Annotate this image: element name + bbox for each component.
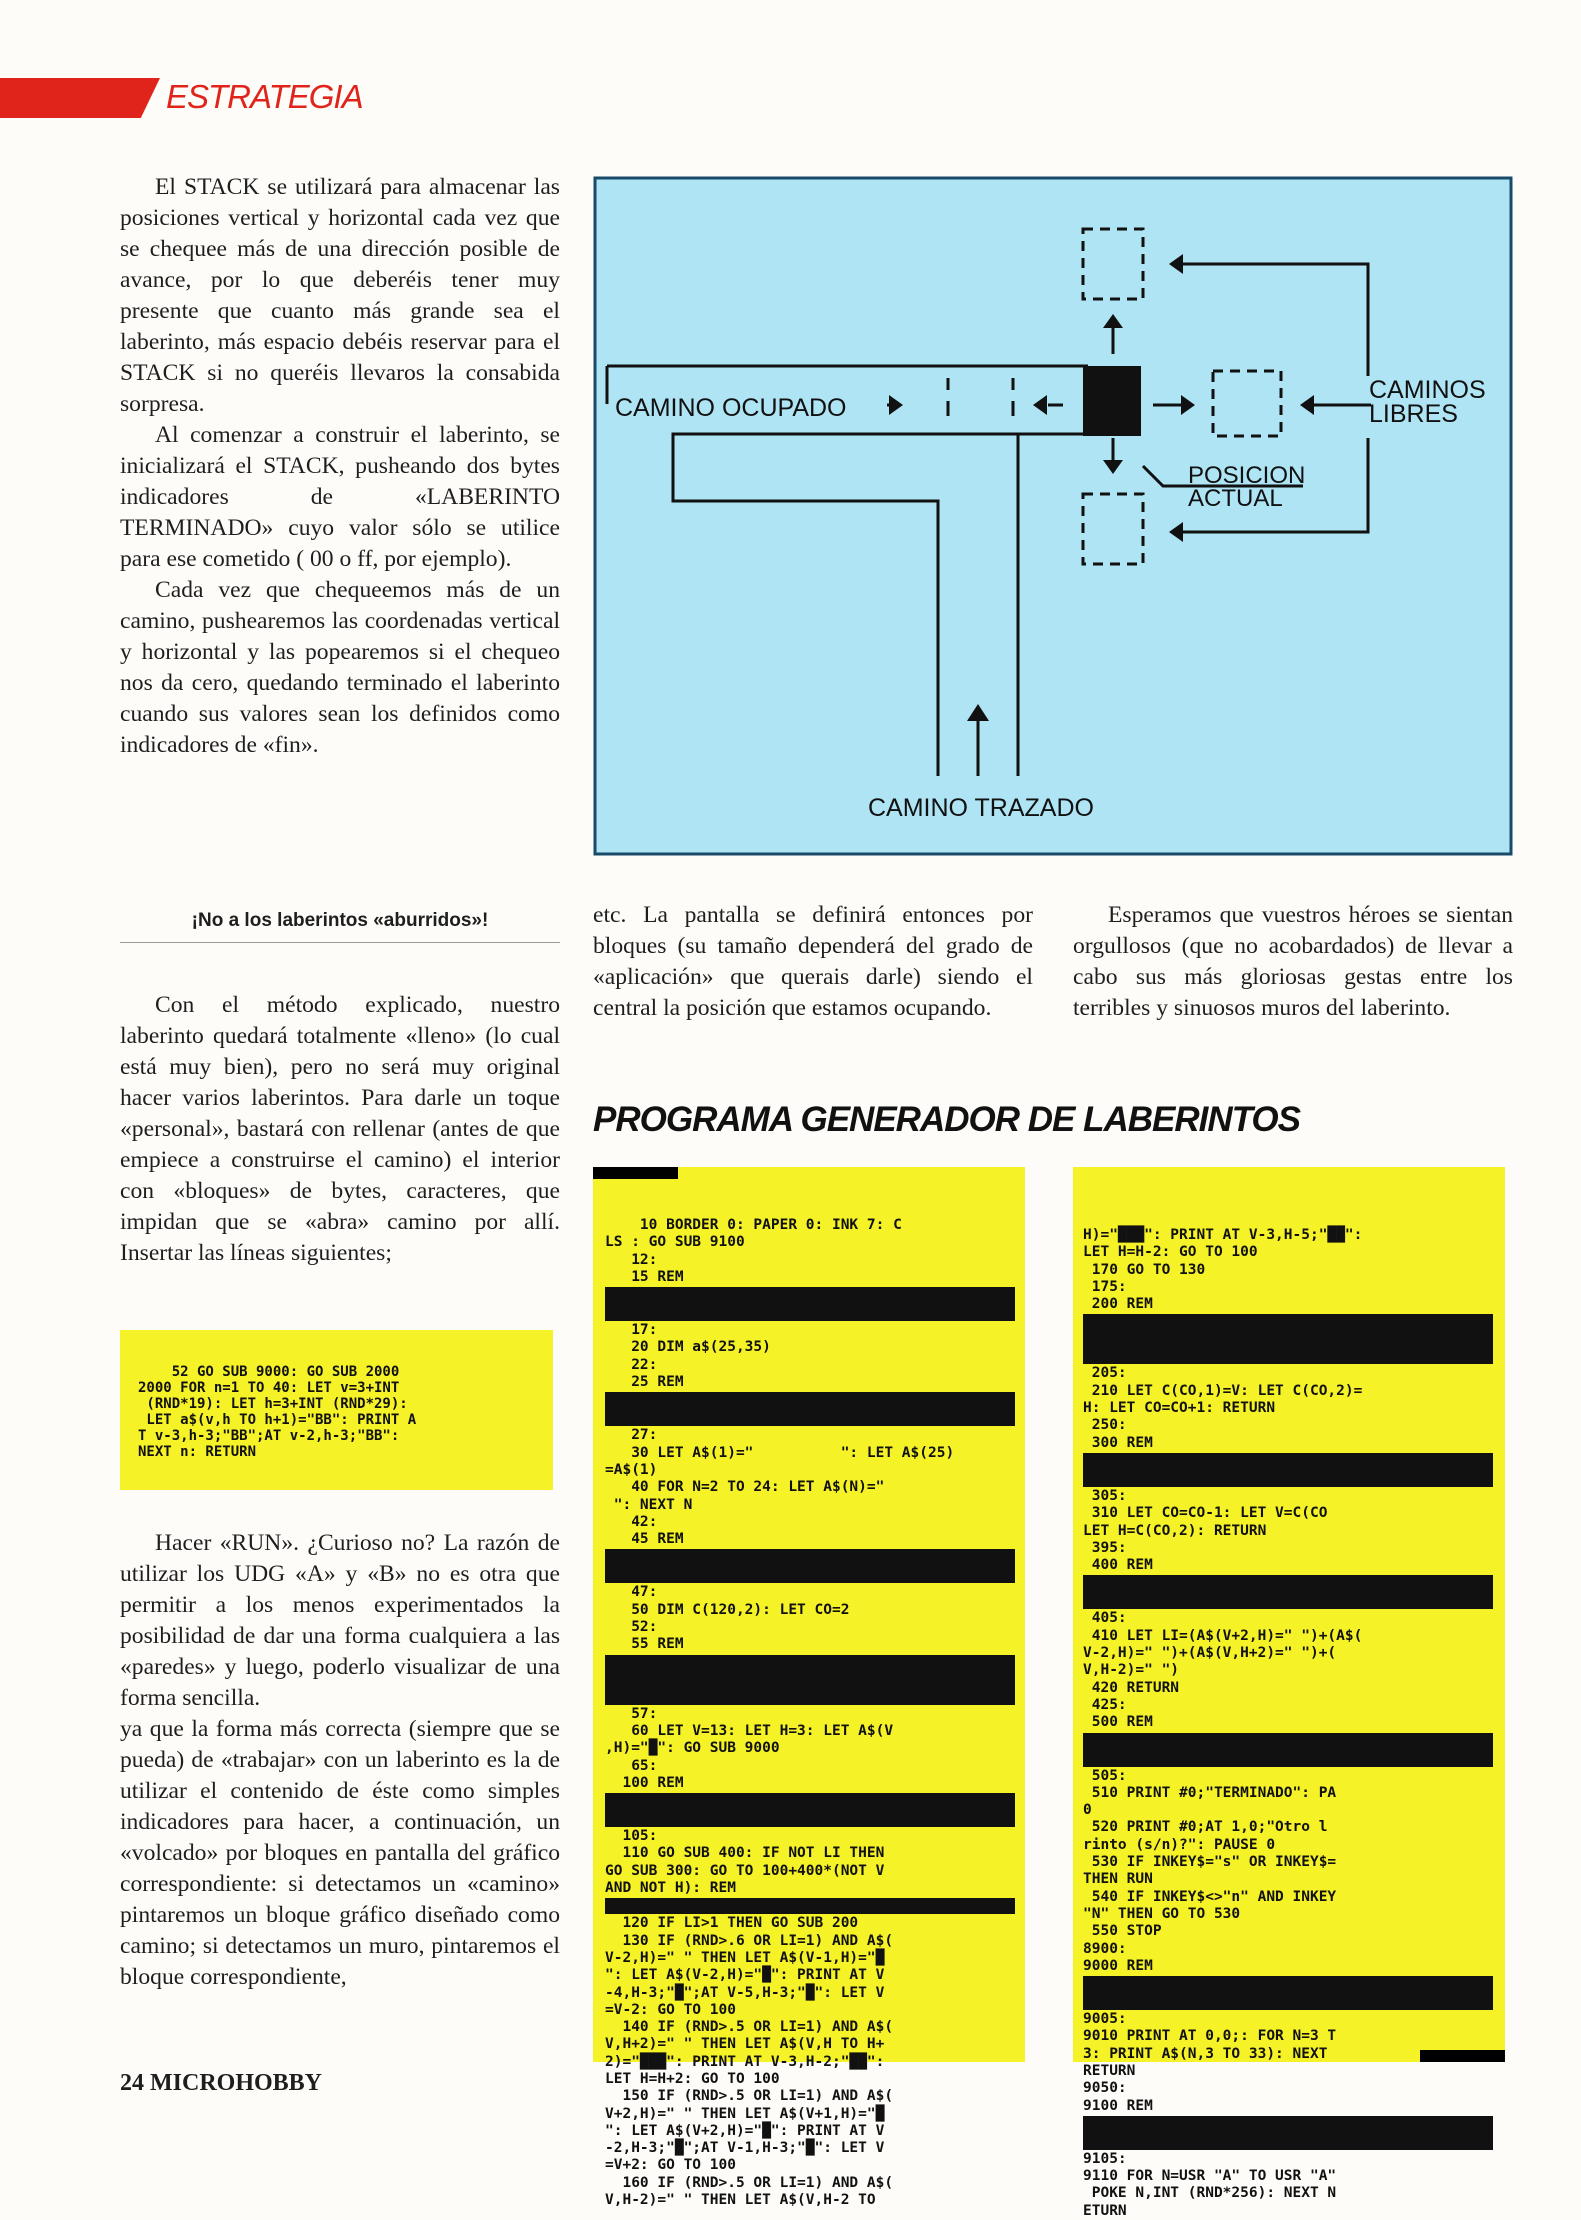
rem-comment-bar (605, 1898, 1015, 1914)
rem-comment-bar (1083, 1733, 1493, 1767)
code-block: 405: 410 LET LI=(A$(V+2,H)=" ")+(A$( V-2,H)=" ")+(A$(V,H+2)=" ")+( V,H-2)=" ") 420 RETURN 425: 500 REM (1083, 1610, 1363, 1731)
magazine-name: MICROHOBBY (150, 2070, 323, 2096)
rem-comment-bar (605, 1392, 1015, 1426)
label-caminos-libres-1: CAMINOS (1369, 376, 1486, 404)
code-block: 10 BORDER 0: PAPER 0: INK 7: C LS : GO SUB 9100 12: 15 REM (605, 1217, 902, 1285)
paragraph: ya que la forma más correcta (siempre que se pueda) de «trabajar» con un laberinto es la de utilizar el contenido de éste como simples indicadores para hacer, a continuación, un «volcado» por bloques en pantalla del gráfico correspondiente: si detectamos un «camino» pintaremos un bloque gráfico diseñado como camino; si detectamos un muro, pintaremos el bloque correspondiente, (120, 1716, 560, 1990)
rem-comment-bar (1083, 1976, 1493, 2010)
paragraph: Cada vez que chequeemos más de un camino, pushearemos las coordenadas vertical y horizontal y las popearemos si el chequeo nos da cero, quedando terminado el laberinto cuando sus valores sean los definidos como indicadores de «fin». (120, 577, 560, 758)
diagram-background (595, 178, 1511, 854)
code-block: 505: 510 PRINT #0;"TERMINADO": PA 0 520 PRINT #0;AT 1,0;"Otro l rinto (s/n)?": PAUSE 0 530 IF INKEY$="s" OR INKEY$= THEN RUN 540 IF INKEY$<>"n" AND INKEY "N" THEN GO TO 530 550 STOP 8900: 9000 REM (1083, 1767, 1337, 1974)
rem-comment-bar (605, 1793, 1015, 1827)
paragraph: Hacer «RUN». ¿Curioso no? La razón de utilizar los UDG «A» y «B» no es otra que permitir a los menos experimentados la posibilidad de dar una forma cualquiera a las «paredes» y luego, poderlo visualizar de una forma sencilla. (120, 1530, 560, 1711)
col3-text (1073, 900, 1513, 1024)
maze-diagram (593, 176, 1513, 856)
listing-stub (593, 1167, 678, 1179)
code-snippet: 52 GO SUB 9000: GO SUB 2000 2000 FOR n=1 TO 40: LET v=3+INT (RND*19): LET h=3+INT (RND*29): LET a$(v,h TO h+1)="BB": PRINT A T v-3,h-3;"BB";AT v-2,h-3;"BB": NEXT n: RETURN (138, 1364, 417, 1460)
rem-comment-bar (605, 1655, 1015, 1705)
rem-comment-bar (605, 1549, 1015, 1583)
rem-comment-bar (1083, 1453, 1493, 1487)
maze-diagram-svg (593, 176, 1513, 856)
rem-comment-bar (1083, 2116, 1493, 2150)
program-title: PROGRAMA GENERADOR DE LABERINTOS (593, 1100, 1300, 1139)
col1-bottom-text (120, 1528, 560, 1993)
listing-right (1073, 1167, 1505, 2219)
rem-comment-bar (1083, 1575, 1493, 1609)
col1-mid-text (120, 990, 560, 1269)
label-camino-trazado: CAMINO TRAZADO (868, 794, 1094, 822)
section-accent-bar (0, 78, 160, 118)
code-block: 57: 60 LET V=13: LET H=3: LET A$(V ,H)="█": GO SUB 9000 65: 100 REM (605, 1705, 894, 1791)
page-number: 24 (120, 2070, 144, 2096)
section-title: ESTRATEGIA (166, 78, 363, 115)
code-block: 120 IF LI>1 THEN GO SUB 200 130 IF (RND>.6 OR LI=1) AND A$( V-2,H)=" " THEN LET A$(V-1,H)="█ ": LET A$(V-2,H)="█": PRINT AT V -4,H-3;"█";AT V-5,H-3;"█": LET V =V-2: GO TO 100 140 IF (RND>.5 OR LI=1) AND A$( V,H+2)=" " THEN LET A$(V,H TO H+ 2)="███": PRINT AT V-3,H-2;"██": LET H=H+2: GO TO 100 150 IF (RND>.5 OR LI=1) AND A$( V+2,H)=" " THEN LET A$(V+1,H)="█ ": LET A$(V+2,H)="█": PRINT AT V -2,H-3;"█";AT V-1,H-3;"█": LET V =V+2: GO TO 100 160 IF (RND>.5 OR LI=1) AND A$( V,H-2)=" " THEN LET A$(V,H-2 TO (605, 1915, 894, 2209)
paragraph: Con el método explicado, nuestro laberinto quedará totalmente «lleno» (lo cual está muy bien), pero no será muy original hacer varios laberintos. Para darle un toque «personal», bastará con rellenar (antes de que empiece a construirse el camino) el interior con «bloques» de bytes, caracteres, que impidan que se «abra» camino por allí. Insertar las líneas siguientes; (120, 992, 560, 1266)
code-box (120, 1330, 553, 1490)
col1-top-text (120, 172, 560, 761)
label-camino-ocupado: CAMINO OCUPADO (615, 394, 847, 422)
paragraph: El STACK se utilizará para almacenar las posiciones vertical y horizontal cada vez que se chequee más de una dirección posible de avance, por lo que deberéis tener muy presente que cuanto más grande sea el laberinto, más espacio debéis reservar para el STACK si no queréis llevaros la consabida sorpresa. (120, 174, 560, 417)
code-block: 205: 210 LET C(CO,1)=V: LET C(CO,2)= H: LET CO=CO+1: RETURN 250: 300 REM (1083, 1365, 1363, 1451)
paragraph: Esperamos que vuestros héroes se sientan orgullosos (que no acobardados) de llevar a cabo sus más gloriosas gestas entre los terribles y sinuosos muros del laberinto. (1073, 902, 1513, 1021)
page-footer (120, 2070, 322, 2097)
label-caminos-libres-2: LIBRES (1369, 400, 1458, 428)
code-block: 9105: 9110 FOR N=USR "A" TO USR "A" POKE N,INT (RND*256): NEXT N ETURN (1083, 2150, 1337, 2219)
listing-left (593, 1167, 1025, 2209)
listing-right-body (1083, 1227, 1493, 2220)
code-block: 305: 310 LET CO=CO-1: LET V=C(CO LET H=C(CO,2): RETURN 395: 400 REM (1083, 1487, 1328, 1574)
code-block: H)="███": PRINT AT V-3,H-5;"██": LET H=H-2: GO TO 100 170 GO TO 130 175: 200 REM (1083, 1227, 1363, 1313)
code-block: 9005: 9010 PRINT AT 0,0;: FOR N=3 T 3: PRINT A$(N,3 TO 33): NEXT RETURN 9050: 9100 REM (1083, 2011, 1337, 2114)
listing-left-body (605, 1217, 1015, 2209)
code-block: 17: 20 DIM a$(25,35) 22: 25 REM (631, 1322, 771, 1391)
label-posicion-actual-1: POSICION (1188, 462, 1306, 489)
rem-comment-bar (1083, 1314, 1493, 1364)
subheading: ¡No a los laberintos «aburridos»! (120, 910, 560, 943)
current-position-block (1083, 366, 1141, 436)
paragraph: etc. La pantalla se definirá entonces por bloques (su tamaño dependerá del grado de «aplicación» que querais darle) siendo el central la posición que estamos ocupando. (593, 902, 1033, 1021)
code-block: 47: 50 DIM C(120,2): LET CO=2 52: 55 REM (631, 1584, 850, 1653)
rem-comment-bar (605, 1287, 1015, 1321)
col2-text (593, 900, 1033, 1024)
code-block: 27: 30 LET A$(1)=" ": LET A$(25) =A$(1) 40 FOR N=2 TO 24: LET A$(N)=" ": NEXT N 42: 45 REM (605, 1427, 955, 1548)
paragraph: Al comenzar a construir el laberinto, se inicializará el STACK, pusheando dos bytes indicadores de «LABERINTO TERMINADO» cuyo valor sólo se utilice para ese cometido ( 00 o ff, por ejemplo). (120, 422, 560, 572)
code-block: 105: 110 GO SUB 400: IF NOT LI THEN GO SUB 300: GO TO 100+400*(NOT V AND NOT H): REM (605, 1828, 885, 1897)
label-posicion-actual-2: ACTUAL (1188, 485, 1283, 512)
